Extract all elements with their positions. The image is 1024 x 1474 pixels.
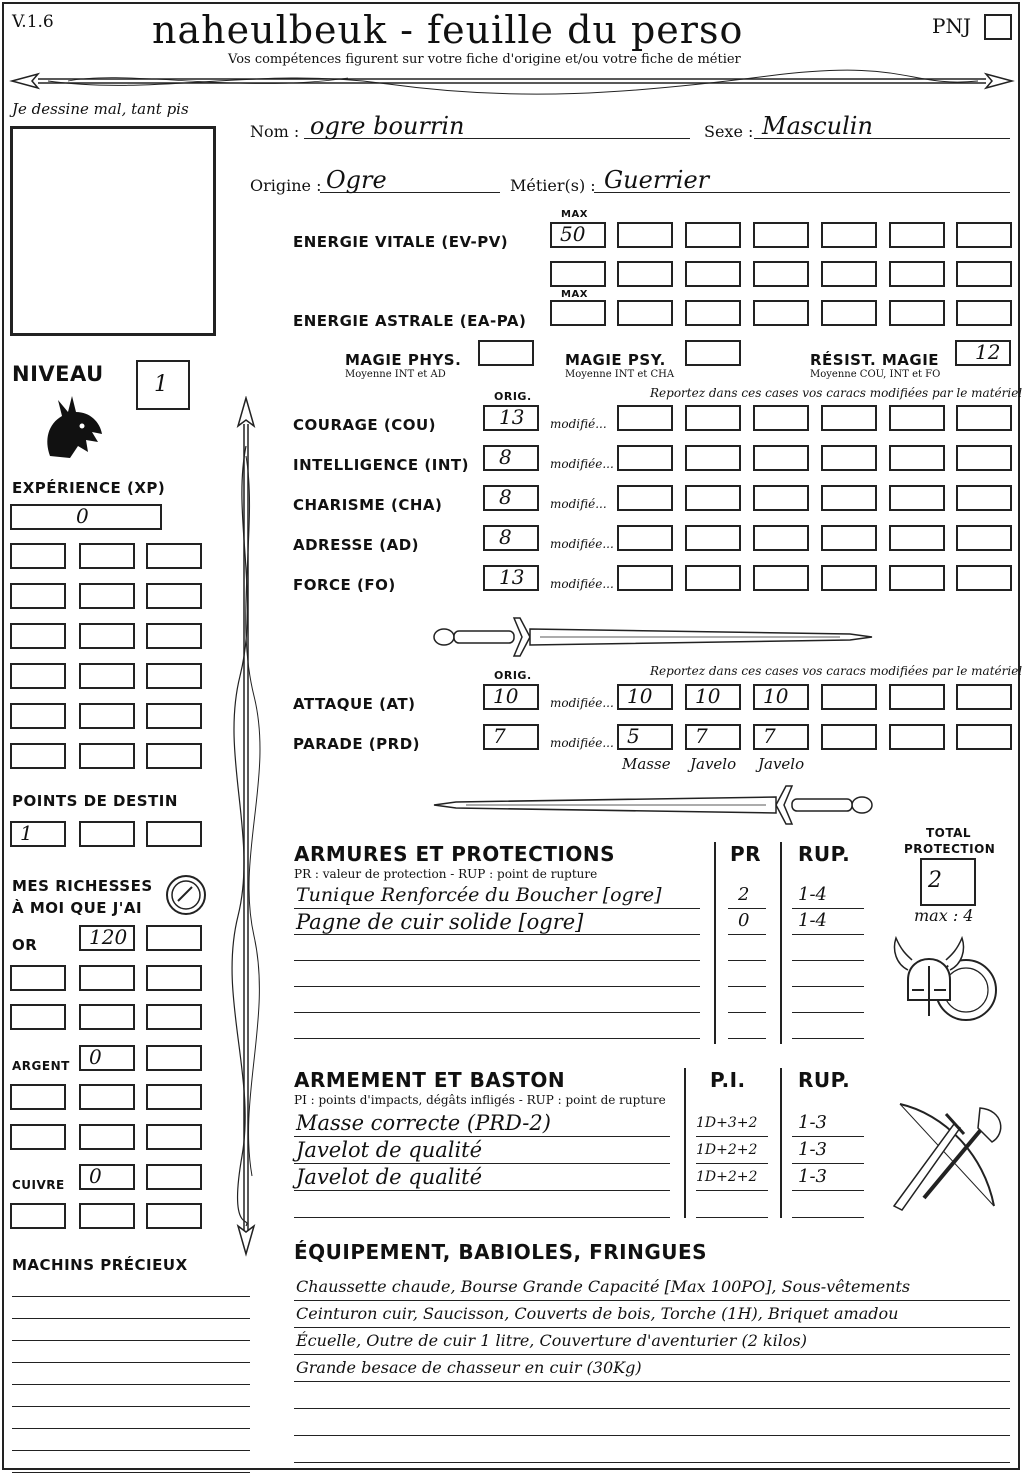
spear-vertical: [226, 396, 266, 1258]
prd-mod-cell[interactable]: [617, 724, 673, 750]
prd-mod-cell[interactable]: [685, 724, 741, 750]
metier-value[interactable]: Guerrier: [604, 166, 710, 194]
carac-orig-box[interactable]: [483, 525, 539, 551]
xp-cell[interactable]: [10, 623, 66, 649]
equipment-line[interactable]: [294, 1381, 1010, 1382]
niveau-box[interactable]: [136, 360, 190, 410]
weapon-rup[interactable]: 1-3: [798, 1112, 827, 1133]
ev-cell[interactable]: [617, 261, 673, 287]
ea-cell[interactable]: [685, 300, 741, 326]
armor-divider-1: [714, 842, 716, 1044]
resist-magie-label: RÉSIST. MAGIE: [810, 351, 940, 369]
xp-cell[interactable]: [79, 703, 135, 729]
weapon-name[interactable]: Masse correcte (PRD-2): [296, 1111, 551, 1135]
cuivre-cell[interactable]: [10, 1203, 66, 1229]
xp-cell[interactable]: [10, 743, 66, 769]
cuivre-cell[interactable]: [146, 1164, 202, 1190]
weapon-pi[interactable]: 1D+2+2: [696, 1142, 758, 1158]
cuivre-label: CUIVRE: [12, 1178, 65, 1192]
xp-cell[interactable]: [10, 703, 66, 729]
prd-mod-cell-value: 7: [695, 724, 708, 748]
armor-rup-line[interactable]: [792, 986, 864, 987]
precious-line[interactable]: [12, 1406, 250, 1407]
weapon-line[interactable]: [294, 1190, 670, 1191]
ea-cell[interactable]: [753, 300, 809, 326]
nom-value[interactable]: ogre bourrin: [310, 112, 465, 140]
carac-mod-cell[interactable]: [821, 485, 877, 511]
carac-mod-cell[interactable]: [753, 445, 809, 471]
wealth-label-2: À MOI QUE J'AI: [12, 899, 143, 917]
armor-rup-line[interactable]: [792, 1038, 864, 1039]
argent-cell[interactable]: [10, 1084, 66, 1110]
weapon-rup-line[interactable]: [792, 1217, 864, 1218]
prd-mod-cell-value: 5: [627, 724, 640, 748]
carac-mod-cell[interactable]: [956, 565, 1012, 591]
carac-orig-box[interactable]: [483, 405, 539, 431]
weapon-pi[interactable]: 1D+3+2: [696, 1115, 758, 1131]
xp-cell[interactable]: [146, 583, 202, 609]
carac-mod-cell[interactable]: [889, 565, 945, 591]
at-mod-cell[interactable]: [753, 684, 809, 710]
weapon-rup-line[interactable]: [792, 1163, 864, 1164]
argent-cell[interactable]: [79, 1084, 135, 1110]
weapon-line[interactable]: [294, 1163, 670, 1164]
carac-orig-box-value: 8: [499, 485, 512, 509]
carac-mod-label: modifiée...: [550, 457, 614, 471]
equipment-text[interactable]: Écuelle, Outre de cuir 1 litre, Couverture d'aventurier (2 kilos): [296, 1331, 807, 1350]
coin-icon: [164, 873, 208, 917]
carac-mod-cell[interactable]: [889, 485, 945, 511]
armor-name[interactable]: Tunique Renforcée du Boucher [ogre]: [296, 884, 662, 906]
argent-label: ARGENT: [12, 1059, 70, 1073]
precious-line[interactable]: [12, 1472, 250, 1473]
carac-label: FORCE (FO): [293, 576, 396, 594]
ea-cell[interactable]: [617, 300, 673, 326]
prd-orig-value: 7: [493, 724, 506, 748]
weapon-line[interactable]: [294, 1217, 670, 1218]
ev-label: ENERGIE VITALE (EV-PV): [293, 233, 509, 251]
magie-phys-sub: Moyenne INT et AD: [345, 369, 446, 380]
weapon-pi-line[interactable]: [696, 1136, 768, 1137]
weapons-subtitle: PI : points d'impacts, dégâts infligés - RUP : point de rupture: [294, 1093, 666, 1107]
destin-box-value: 1: [20, 821, 33, 845]
carac-orig-box-value: 13: [499, 405, 525, 429]
ev-cell[interactable]: [685, 261, 741, 287]
carac-mod-cell[interactable]: [617, 565, 673, 591]
carac-orig-box-value: 13: [499, 565, 525, 589]
ev-max-value: 50: [560, 222, 586, 246]
precious-line[interactable]: [12, 1384, 250, 1385]
destin-cell[interactable]: [146, 821, 202, 847]
armor-pr-line[interactable]: [728, 986, 766, 987]
at-mod-cell[interactable]: [889, 684, 945, 710]
weapon-pi[interactable]: 1D+2+2: [696, 1169, 758, 1185]
sexe-value[interactable]: Masculin: [762, 112, 873, 140]
or-box[interactable]: [79, 925, 135, 951]
carac-mod-cell[interactable]: [617, 445, 673, 471]
ev-cell[interactable]: [685, 222, 741, 248]
weapon-rup[interactable]: 1-3: [798, 1139, 827, 1160]
ea-cell[interactable]: [821, 300, 877, 326]
carac-mod-cell[interactable]: [685, 565, 741, 591]
origine-value[interactable]: Ogre: [326, 166, 387, 194]
carac-mod-cell[interactable]: [821, 525, 877, 551]
or-cell[interactable]: [146, 965, 202, 991]
carac-label: COURAGE (COU): [293, 416, 437, 434]
resist-magie-sub: Moyenne COU, INT et FO: [810, 369, 941, 380]
carac-orig-box-value: 8: [499, 525, 512, 549]
carac-mod-label: modifié...: [550, 417, 607, 431]
equipment-line[interactable]: [294, 1300, 1010, 1301]
prd-mod-cell-value: 7: [763, 724, 776, 748]
ev-cell[interactable]: [956, 222, 1012, 248]
carac-mod-cell[interactable]: [956, 525, 1012, 551]
prd-mod-cell[interactable]: [821, 724, 877, 750]
armor-pr-line[interactable]: [728, 934, 766, 935]
dragon-icon: [40, 394, 106, 464]
armor-line[interactable]: [294, 986, 700, 987]
weapon-pi-line[interactable]: [696, 1217, 768, 1218]
weapon-rup[interactable]: 1-3: [798, 1166, 827, 1187]
portrait-box[interactable]: [10, 126, 216, 336]
xp-box[interactable]: [10, 504, 162, 530]
weapon-pi-line[interactable]: [696, 1163, 768, 1164]
equipment-line[interactable]: [294, 1408, 1010, 1409]
carac-mod-cell[interactable]: [753, 565, 809, 591]
prd-mod-cell[interactable]: [889, 724, 945, 750]
carac-mod-cell[interactable]: [889, 445, 945, 471]
carac-mod-cell[interactable]: [685, 405, 741, 431]
prd-label: PARADE (PRD): [293, 735, 421, 753]
equipment-title: ÉQUIPEMENT, BABIOLES, FRINGUES: [294, 1240, 708, 1264]
armor-pr[interactable]: 0: [738, 910, 750, 931]
sheet-title: naheulbeuk - feuille du perso: [152, 8, 744, 52]
cuivre-box-value: 0: [89, 1164, 102, 1188]
cuivre-cell[interactable]: [146, 1203, 202, 1229]
sword-top-icon: [430, 612, 876, 662]
at-mod-label: modifiée...: [550, 696, 614, 710]
carac-orig-box[interactable]: [483, 485, 539, 511]
weapon-name[interactable]: Javelot de qualité: [296, 1165, 483, 1189]
at-mod-cell-value: 10: [695, 684, 721, 708]
caracs-orig-label: ORIG.: [494, 390, 532, 403]
armor-pr-line[interactable]: [728, 1012, 766, 1013]
destin-cell[interactable]: [79, 821, 135, 847]
weapon-column-name: Javelo: [758, 755, 805, 773]
weapons-icon: [884, 1094, 1010, 1218]
argent-box[interactable]: [79, 1045, 135, 1071]
carac-mod-label: modifié...: [550, 497, 607, 511]
equipment-line[interactable]: [294, 1462, 1010, 1463]
armor-divider-2: [780, 842, 782, 1044]
xp-cell[interactable]: [146, 703, 202, 729]
portrait-caption: Je dessine mal, tant pis: [12, 100, 189, 118]
carac-mod-cell[interactable]: [685, 485, 741, 511]
magie-psy-label: MAGIE PSY.: [565, 351, 666, 369]
ev-cell[interactable]: [617, 222, 673, 248]
or-cell[interactable]: [146, 925, 202, 951]
carac-mod-cell[interactable]: [821, 565, 877, 591]
or-cell[interactable]: [79, 965, 135, 991]
ev-cell[interactable]: [753, 261, 809, 287]
ev-cell[interactable]: [956, 261, 1012, 287]
carac-mod-label: modifiée...: [550, 577, 614, 591]
xp-cell[interactable]: [10, 583, 66, 609]
at-mod-cell-value: 10: [763, 684, 789, 708]
weapon-line[interactable]: [294, 1136, 670, 1137]
total-label-1: TOTAL: [926, 826, 972, 840]
weapon-column-name: Javelo: [690, 755, 737, 773]
caracs-note: Reportez dans ces cases vos caracs modifiées par le matériel: [650, 386, 1023, 400]
weapons-title: ARMEMENT ET BASTON: [294, 1068, 566, 1092]
or-cell[interactable]: [10, 1004, 66, 1030]
ea-max-box[interactable]: [550, 300, 606, 326]
sexe-label: Sexe :: [704, 122, 754, 141]
equipment-text[interactable]: Chaussette chaude, Bourse Grande Capacité [Max 100PO], Sous-vêtements: [296, 1277, 911, 1296]
carac-mod-cell[interactable]: [956, 405, 1012, 431]
carac-orig-box[interactable]: [483, 445, 539, 471]
ev-cell[interactable]: [550, 261, 606, 287]
ev-max-box[interactable]: [550, 222, 606, 248]
nom-label: Nom :: [250, 122, 300, 141]
cuivre-cell[interactable]: [79, 1203, 135, 1229]
magie-phys-label: MAGIE PHYS.: [345, 351, 462, 369]
armor-pr-line[interactable]: [728, 908, 766, 909]
armor-subtitle: PR : valeur de protection - RUP : point de rupture: [294, 867, 598, 881]
ev-cell[interactable]: [889, 261, 945, 287]
xp-cell[interactable]: [10, 663, 66, 689]
xp-label: EXPÉRIENCE (XP): [12, 479, 166, 497]
carac-mod-cell[interactable]: [889, 525, 945, 551]
precious-line[interactable]: [12, 1428, 250, 1429]
ev-cell[interactable]: [889, 222, 945, 248]
ev-max-label: MAX: [561, 209, 588, 220]
carac-mod-cell[interactable]: [617, 405, 673, 431]
combat-orig-label: ORIG.: [494, 669, 532, 682]
at-orig-box[interactable]: [483, 684, 539, 710]
at-mod-cell[interactable]: [956, 684, 1012, 710]
armor-rup-line[interactable]: [792, 908, 864, 909]
total-protection-box[interactable]: [920, 858, 976, 906]
or-label: OR: [12, 936, 38, 954]
carac-mod-cell[interactable]: [617, 485, 673, 511]
carac-label: INTELLIGENCE (INT): [293, 456, 469, 474]
precious-line[interactable]: [12, 1362, 250, 1363]
at-orig-value: 10: [493, 684, 519, 708]
spear-divider: [8, 66, 1016, 96]
ea-cell[interactable]: [956, 300, 1012, 326]
weapon-rup-line[interactable]: [792, 1136, 864, 1137]
ea-label: ENERGIE ASTRALE (EA-PA): [293, 312, 527, 330]
total-protection-value: 2: [928, 868, 942, 893]
at-mod-cell-value: 10: [627, 684, 653, 708]
xp-cell[interactable]: [79, 543, 135, 569]
armor-pr-header: PR: [730, 842, 762, 866]
pnj-checkbox[interactable]: [984, 14, 1012, 40]
origine-label: Origine :: [250, 176, 322, 195]
weapons-divider-1: [684, 1068, 686, 1218]
prd-mod-cell[interactable]: [956, 724, 1012, 750]
precious-label: MACHINS PRÉCIEUX: [12, 1256, 188, 1274]
armor-rup-line[interactable]: [792, 1012, 864, 1013]
version-label: V.1.6: [12, 12, 54, 32]
or-box-value: 120: [89, 925, 128, 949]
xp-cell[interactable]: [79, 623, 135, 649]
at-mod-cell[interactable]: [685, 684, 741, 710]
or-cell[interactable]: [146, 1004, 202, 1030]
armor-line[interactable]: [294, 1038, 700, 1039]
cuivre-box[interactable]: [79, 1164, 135, 1190]
armor-line[interactable]: [294, 1012, 700, 1013]
destin-label: POINTS DE DESTIN: [12, 792, 178, 810]
carac-mod-cell[interactable]: [685, 445, 741, 471]
or-cell[interactable]: [79, 1004, 135, 1030]
ea-cell[interactable]: [889, 300, 945, 326]
armor-rup-line[interactable]: [792, 934, 864, 935]
total-label-2: PROTECTION: [904, 842, 996, 856]
wealth-label-1: MES RICHESSES: [12, 877, 153, 895]
resist-magie-box[interactable]: [955, 340, 1011, 366]
armor-pr-line[interactable]: [728, 960, 766, 961]
prd-mod-label: modifiée...: [550, 736, 614, 750]
at-mod-cell[interactable]: [617, 684, 673, 710]
max-protection-note: max : 4: [914, 906, 974, 925]
xp-cell[interactable]: [146, 663, 202, 689]
armor-rup[interactable]: 1-4: [798, 910, 827, 931]
weapons-divider-2: [780, 1068, 782, 1218]
weapons-rup-header: RUP.: [798, 1068, 851, 1092]
argent-cell[interactable]: [146, 1045, 202, 1071]
xp-cell[interactable]: [146, 623, 202, 649]
weapon-pi-line[interactable]: [696, 1190, 768, 1191]
magie-psy-box[interactable]: [685, 340, 741, 366]
niveau-value: 1: [154, 372, 168, 397]
carac-mod-cell[interactable]: [753, 525, 809, 551]
weapon-rup-line[interactable]: [792, 1190, 864, 1191]
ea-max-label: MAX: [561, 289, 588, 300]
carac-mod-cell[interactable]: [889, 405, 945, 431]
sword-bottom-icon: [430, 780, 876, 830]
xp-cell[interactable]: [146, 543, 202, 569]
niveau-label: NIVEAU: [12, 362, 104, 386]
xp-cell[interactable]: [79, 583, 135, 609]
equipment-line[interactable]: [294, 1354, 1010, 1355]
argent-cell[interactable]: [79, 1124, 135, 1150]
armor-rup-line[interactable]: [792, 960, 864, 961]
carac-mod-cell[interactable]: [753, 405, 809, 431]
equipment-line[interactable]: [294, 1435, 1010, 1436]
carac-mod-cell[interactable]: [617, 525, 673, 551]
metier-label: Métier(s) :: [510, 176, 596, 195]
at-label: ATTAQUE (AT): [293, 695, 416, 713]
carac-mod-cell[interactable]: [821, 445, 877, 471]
xp-cell[interactable]: [146, 743, 202, 769]
prd-orig-box[interactable]: [483, 724, 539, 750]
pnj-label: PNJ: [932, 14, 971, 38]
precious-line[interactable]: [12, 1340, 250, 1341]
armor-line[interactable]: [294, 908, 700, 909]
destin-box[interactable]: [10, 821, 66, 847]
armor-rup-header: RUP.: [798, 842, 851, 866]
carac-orig-box-value: 8: [499, 445, 512, 469]
carac-mod-cell[interactable]: [753, 485, 809, 511]
weapons-pi-header: P.I.: [710, 1068, 746, 1092]
argent-cell[interactable]: [146, 1124, 202, 1150]
carac-label: ADRESSE (AD): [293, 536, 420, 554]
equipment-line[interactable]: [294, 1327, 1010, 1328]
argent-cell[interactable]: [10, 1124, 66, 1150]
magie-phys-box[interactable]: [478, 340, 534, 366]
xp-cell[interactable]: [79, 743, 135, 769]
precious-line[interactable]: [12, 1296, 250, 1297]
xp-value: 0: [76, 504, 89, 528]
carac-mod-label: modifiée...: [550, 537, 614, 551]
weapon-column-name: Masse: [622, 755, 671, 773]
at-mod-cell[interactable]: [821, 684, 877, 710]
resist-magie-value: 12: [975, 340, 1001, 364]
armor-title: ARMURES ET PROTECTIONS: [294, 842, 615, 866]
argent-cell[interactable]: [146, 1084, 202, 1110]
armor-pr[interactable]: 2: [738, 884, 750, 905]
ev-cell[interactable]: [821, 222, 877, 248]
or-cell[interactable]: [10, 965, 66, 991]
carac-mod-cell[interactable]: [821, 405, 877, 431]
ev-cell[interactable]: [753, 222, 809, 248]
carac-label: CHARISME (CHA): [293, 496, 443, 514]
prd-mod-cell[interactable]: [753, 724, 809, 750]
precious-line[interactable]: [12, 1450, 250, 1451]
argent-box-value: 0: [89, 1045, 102, 1069]
weapon-name[interactable]: Javelot de qualité: [296, 1138, 483, 1162]
helmet-shield-icon: [888, 930, 1000, 1034]
precious-line[interactable]: [12, 1318, 250, 1319]
armor-line[interactable]: [294, 960, 700, 961]
carac-mod-cell[interactable]: [685, 525, 741, 551]
xp-cell[interactable]: [79, 663, 135, 689]
armor-line[interactable]: [294, 934, 700, 935]
equipment-text[interactable]: Ceinturon cuir, Saucisson, Couverts de bois, Torche (1H), Briquet amadou: [296, 1304, 899, 1323]
magie-psy-sub: Moyenne INT et CHA: [565, 369, 675, 380]
sheet-subtitle: Vos compétences figurent sur votre fiche d'origine et/ou votre fiche de métier: [228, 52, 741, 67]
xp-cell[interactable]: [10, 543, 66, 569]
combat-note: Reportez dans ces cases vos caracs modifiées par le matériel: [650, 664, 1023, 678]
armor-name[interactable]: Pagne de cuir solide [ogre]: [296, 910, 584, 934]
carac-mod-cell[interactable]: [956, 485, 1012, 511]
armor-pr-line[interactable]: [728, 1038, 766, 1039]
carac-orig-box[interactable]: [483, 565, 539, 591]
carac-mod-cell[interactable]: [956, 445, 1012, 471]
ev-cell[interactable]: [821, 261, 877, 287]
equipment-text[interactable]: Grande besace de chasseur en cuir (30Kg): [296, 1358, 642, 1377]
armor-rup[interactable]: 1-4: [798, 884, 827, 905]
